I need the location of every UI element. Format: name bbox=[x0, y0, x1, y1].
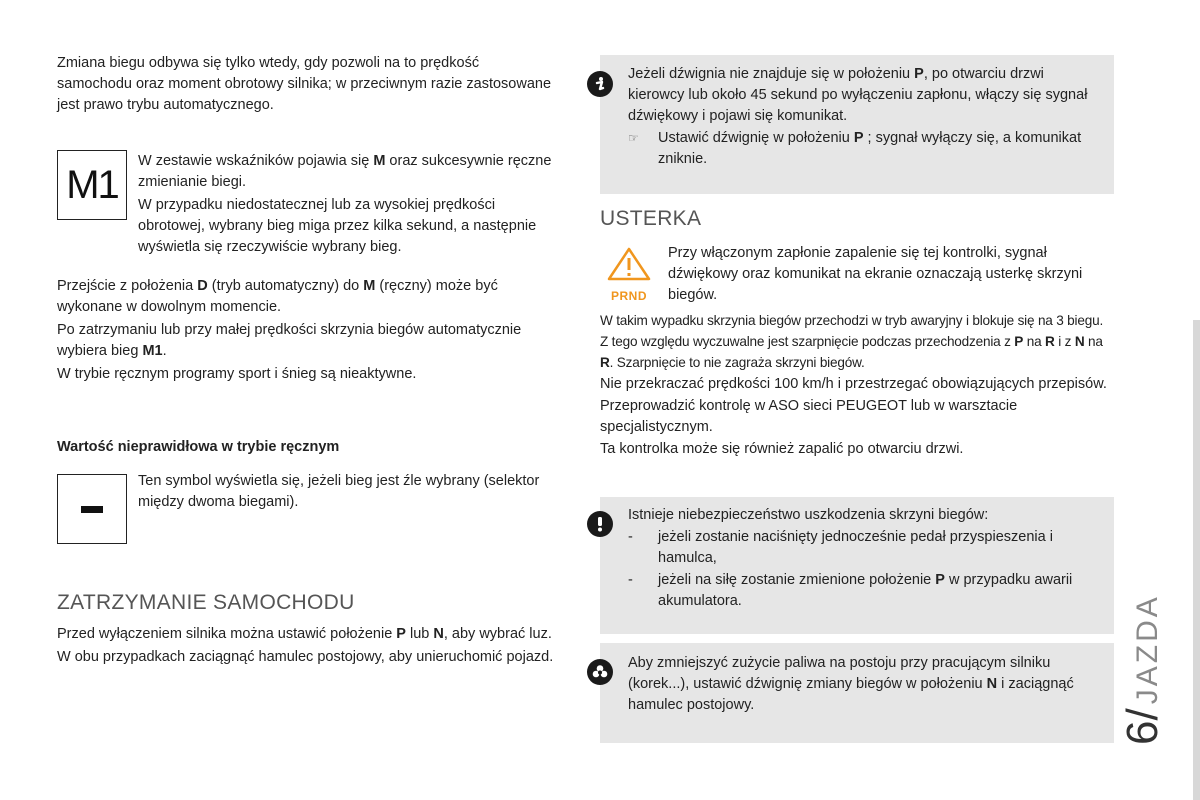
prnd-label: PRND bbox=[610, 289, 647, 303]
eco-icon bbox=[587, 659, 613, 685]
fault-heading: USTERKA bbox=[600, 207, 702, 230]
m1-gear-icon bbox=[57, 150, 127, 220]
lever-notice-paragraph: Jeżeli dźwignia nie znajduje się w położeniu P, po otwarciu drzwi kierowcy lub około 45 sekund po wyłączeniu zapłonu, włączy się sygnał dźwiękowy i pojawi się komunikat. bbox=[628, 66, 1088, 124]
stop-vehicle-section bbox=[57, 624, 557, 668]
fuel-saving-text: Aby zmniejszyć zużycie paliwa na postoju przy pracującym silniku (korek...), ustawić dźwignię zmiany biegów w położeniu N i zaciągnąć hamulec postojowy. bbox=[628, 655, 1074, 713]
dash-bullet: - bbox=[628, 529, 633, 545]
lever-bullet-text: Ustawić dźwignię w położeniu P ; sygnał wyłączy się, a komunikat zniknie. bbox=[658, 130, 1082, 167]
damage-risk-item bbox=[628, 527, 1103, 569]
stop-auto-paragraph: Po zatrzymaniu lub przy małej prędkości skrzynia biegów automatycznie wybiera bieg M1. bbox=[57, 322, 522, 359]
damage-risk-text bbox=[628, 505, 1103, 612]
lever-notice-text bbox=[628, 64, 1098, 170]
chapter-title: JAZDA bbox=[1131, 594, 1164, 705]
dash-mark bbox=[81, 506, 103, 513]
speed-limit-paragraph: Nie przekraczać prędkości 100 km/h i przestrzegać obowiązujących przepisów. bbox=[600, 376, 1107, 392]
d-to-m-paragraph: Przejście z położenia D (tryb automatyczny) do M (ręczny) może być wykonane w dowolnym momencie. bbox=[57, 278, 498, 315]
exclamation-icon bbox=[587, 511, 613, 537]
m1-icon-label: M1 bbox=[66, 162, 118, 207]
chapter-tab-bar bbox=[1193, 320, 1200, 800]
damage-risk-intro: Istnieje niebezpieczeństwo uszkodzenia skrzyni biegów: bbox=[628, 507, 989, 523]
m1-text-2: W przypadku niedostatecznej lub za wysokiej prędkości obrotowej, wybrany bieg miga przez kilka sekund, a następnie wyświetla się rzeczywiście wybrany bieg. bbox=[138, 197, 537, 255]
manual-programs-paragraph: W trybie ręcznym programy sport i śnieg są nieaktywne. bbox=[57, 366, 417, 382]
intro-paragraph: Zmiana biegu odbywa się tylko wtedy, gdy pozwoli na to prędkość samochodu oraz moment obrotowy silnika; w przeciwnym razie zastosowane jest prawo trybu automatycznego. bbox=[57, 55, 552, 113]
m1-text-1: W zestawie wskaźników pojawia się M oraz sukcesywnie ręczne zmienianie biegi. bbox=[138, 153, 552, 190]
wrong-value-heading: Wartość nieprawidłowa w trybie ręcznym bbox=[57, 439, 340, 455]
emergency-mode-paragraph: W takim wypadku skrzynia biegów przechodzi w tryb awaryjny i blokuje się na 3 biegu. Z tego względu wyczuwalne jest szarpnięcie podczas przechodzenia z P na R i z N na R. Szarpnięcie to nie zagraża skrzyni biegów. bbox=[600, 313, 1104, 370]
chapter-number: 6/ bbox=[1118, 708, 1167, 745]
info-icon bbox=[587, 71, 613, 97]
chapter-label bbox=[1118, 594, 1167, 745]
service-check-paragraph: Przeprowadzić kontrolę w ASO sieci PEUGEOT lub w warsztacie specjalistycznym. bbox=[600, 398, 1018, 435]
wrong-value-text: Ten symbol wyświetla się, jeżeli bieg jest źle wybrany (selektor między dwoma biegami). bbox=[138, 473, 540, 510]
door-light-paragraph: Ta kontrolka może się również zapalić po otwarciu drzwi. bbox=[600, 441, 964, 457]
m1-description bbox=[138, 151, 558, 258]
pointing-hand-icon: ☞ bbox=[628, 131, 639, 145]
fault-details-section bbox=[600, 310, 1114, 460]
dash-symbol-icon bbox=[57, 474, 127, 544]
fault-light-text: Przy włączonym zapłonie zapalenie się tej kontrolki, sygnał dźwiękowy oraz komunikat na ekranie oznaczają usterkę skrzyni biegów. bbox=[668, 245, 1083, 303]
handbrake-paragraph: W obu przypadkach zaciągnąć hamulec postojowy, aby unieruchomić pojazd. bbox=[57, 649, 554, 665]
warning-triangle-icon bbox=[605, 246, 653, 303]
dash-bullet: - bbox=[628, 572, 633, 588]
stop-p-n-paragraph: Przed wyłączeniem silnika można ustawić położenie P lub N, aby wybrać luz. bbox=[57, 626, 552, 642]
damage-risk-item-text: jeżeli na siłę zostanie zmienione położenie P w przypadku awarii akumulatora. bbox=[658, 572, 1073, 609]
damage-risk-item bbox=[628, 570, 1103, 612]
stop-vehicle-heading: ZATRZYMANIE SAMOCHODU bbox=[57, 591, 355, 614]
mode-change-section bbox=[57, 276, 557, 385]
lever-notice-bullet bbox=[628, 128, 1098, 170]
damage-risk-item-text: jeżeli zostanie naciśnięty jednocześnie pedał przyspieszenia i hamulca, bbox=[658, 529, 1053, 566]
